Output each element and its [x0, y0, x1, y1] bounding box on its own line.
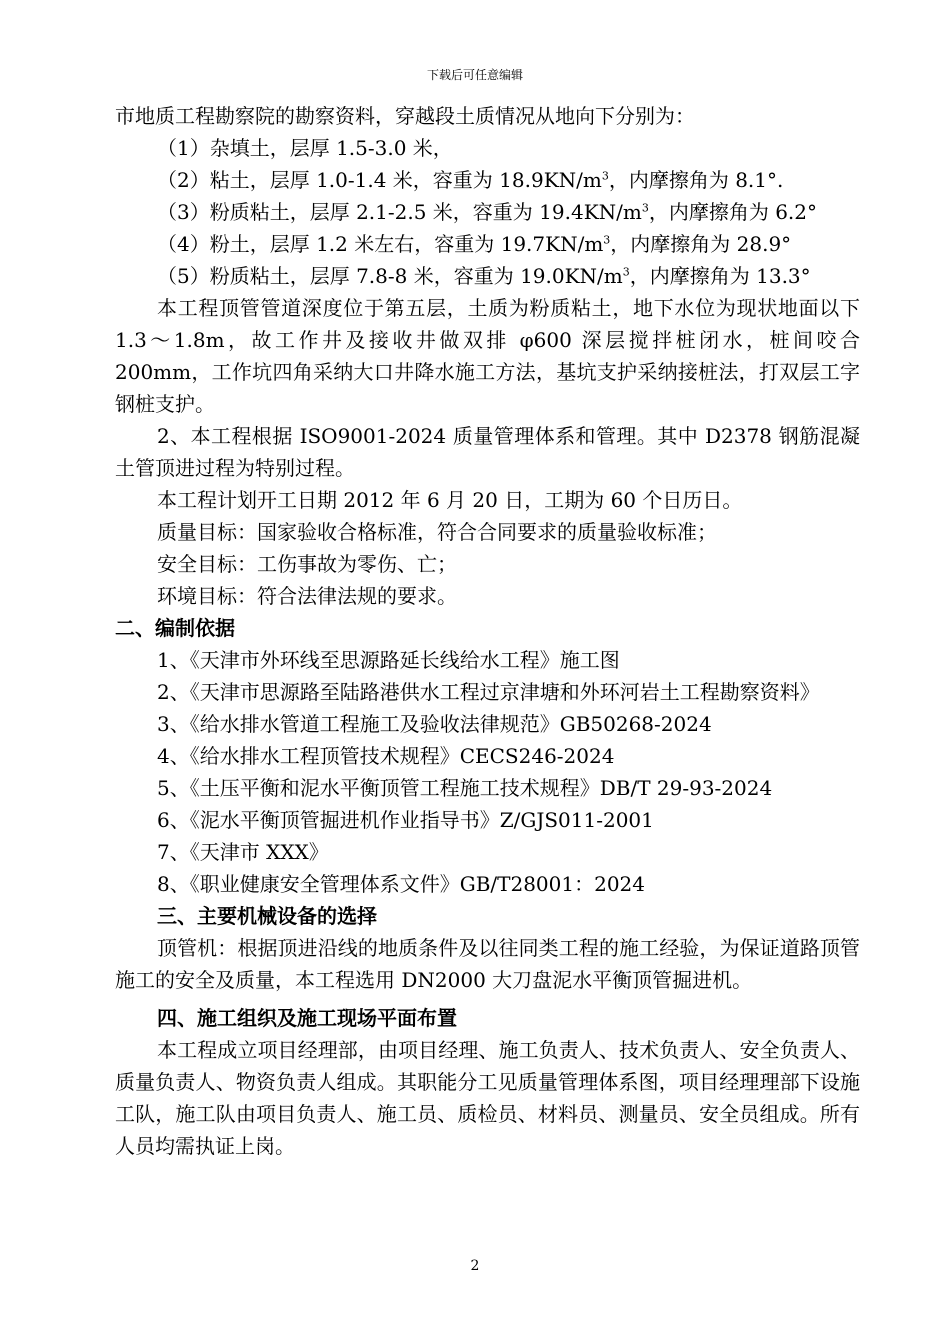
- basis-item-6: 6、《泥水平衡顶管掘进机作业指导书》Z/GJS011-2001: [157, 808, 654, 832]
- basis-item-4: 4、《给水排水工程顶管技术规程》CECS246-2024: [157, 744, 615, 768]
- safety-goal: 安全目标：工伤事故为零伤、亡；: [157, 552, 457, 576]
- depth-paragraph: 本工程顶管管道深度位于第五层，土质为粉质粘土，地下水位为现状地面以下 1.3～1.8m，故工作井及接收井做双排 φ600 深层搅拌桩闭水，桩间咬合 200mm，工作坑四角采纳大口井降水施工方法，基坑支护采纳接桩法，打双层工字钢桩支护。: [115, 296, 860, 416]
- soil-layer-5: （5）粉质粘土，层厚 7.8-8 米，容重为 $19.0KN/m^3$，内摩擦角为 13.3°: [157, 264, 811, 288]
- page-number: 2: [470, 1258, 480, 1274]
- basis-item-3: 3、《给水排水管道工程施工及验收法律规范》GB50268-2024: [157, 712, 712, 736]
- page-header-note: 下载后可任意编辑: [426, 68, 523, 82]
- equipment-paragraph: 顶管机：根据顶进沿线的地质条件及以往同类工程的施工经验，为保证道路顶管施工的安全及质量，本工程选用 DN2000 大刀盘泥水平衡顶管掘进机。: [115, 936, 860, 992]
- basis-item-5: 5、《土压平衡和泥水平衡顶管工程施工技术规程》DB/T 29-93-2024: [157, 776, 773, 800]
- soil-layer-2: （2）粘土，层厚 1.0-1.4 米，容重为 $18.9KN/m^3$，内摩擦角为 8.1°.: [157, 168, 784, 192]
- equipment-heading: 三、主要机械设备的选择: [157, 904, 377, 928]
- basis-item-1: 1、《天津市外环线至思源路延长线给水工程》施工图: [157, 648, 620, 672]
- environment-goal: 环境目标：符合法律法规的要求。: [157, 584, 457, 608]
- iso-paragraph: 2、本工程根据 ISO9001-2024 质量管理体系和管理。其中 D2378 钢筋混凝土管顶进过程为特别过程。: [115, 424, 860, 480]
- schedule-paragraph: 本工程计划开工日期 2012 年 6 月 20 日，工期为 60 个日历日。: [157, 488, 743, 512]
- basis-item-7: 7、《天津市 XXX》: [157, 840, 329, 864]
- soil-layer-3: （3）粉质粘土，层厚 2.1-2.5 米，容重为 $19.4KN/m^3$，内摩擦角为 6.2°: [157, 200, 818, 224]
- basis-item-2: 2、《天津市思源路至陆路港供水工程过京津塘和外环河岩土工程勘察资料》: [157, 680, 820, 704]
- soil-layer-1: （1）杂填土，层厚 1.5-3.0 米，: [157, 136, 453, 160]
- organization-paragraph: 本工程成立项目经理部，由项目经理、施工负责人、技术负责人、安全负责人、质量负责人、物资负责人组成。其职能分工见质量管理体系图，项目经理理部下设施工队，施工队由项目负责人、施工员、质检员、材料员、测量员、安全员组成。所有人员均需执证上岗。: [115, 1038, 860, 1158]
- basis-item-8: 8、《职业健康安全管理体系文件》GB/T28001：2024: [157, 872, 645, 896]
- organization-heading: 四、施工组织及施工现场平面布置: [157, 1006, 457, 1030]
- document-body: [115, 100, 860, 1162]
- basis-heading: 二、编制依据: [115, 616, 235, 640]
- soil-layer-4: （4）粉土，层厚 1.2 米左右，容重为 $19.7KN/m^3$，内摩擦角为 28.9°: [157, 232, 792, 256]
- quality-goal: 质量目标：国家验收合格标准，符合合同要求的质量验收标准；: [157, 520, 717, 544]
- intro-text: 市地质工程勘察院的勘察资料，穿越段土质情况从地向下分别为：: [115, 104, 695, 128]
